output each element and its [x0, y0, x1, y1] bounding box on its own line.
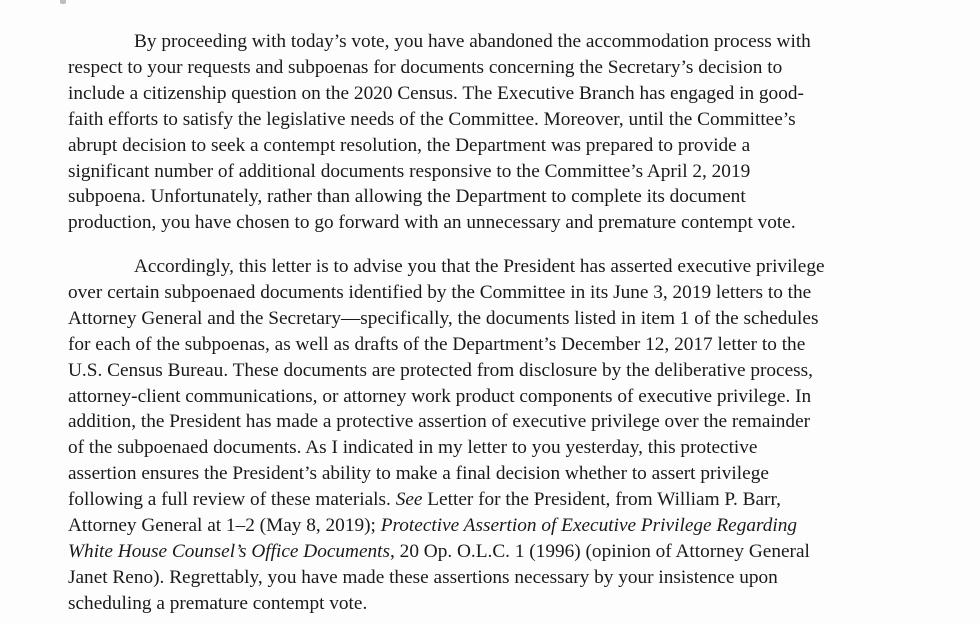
- paragraph-line: [68, 539, 928, 565]
- paragraph-line: By proceeding with today’s vote, you have abandoned the accommodation process with: [134, 31, 811, 52]
- paragraph-line: Attorney General and the Secretary—specifically, the documents listed in item 1 of the schedules: [68, 307, 819, 329]
- page-top-mark: [60, 0, 66, 4]
- citation-title: White House Counsel’s Office Documents: [68, 540, 391, 562]
- paragraph-line: assertion ensures the President’s ability to make a final decision whether to assert privilege: [68, 463, 769, 485]
- citation-see: See: [395, 489, 423, 511]
- paragraph-line: [68, 513, 928, 539]
- paragraph-line: Janet Reno). Regrettably, you have made these assertions necessary by your insistence upon: [68, 566, 778, 588]
- paragraph-executive-privilege: [68, 254, 928, 617]
- citation-title: Protective Assertion of Executive Privilege Regarding: [380, 515, 798, 537]
- paragraph-line: abrupt decision to seek a contempt resolution, the Department was prepared to provide a: [68, 134, 751, 156]
- paragraph-line: significant number of additional documents responsive to the Committee’s April 2, 2019: [68, 160, 751, 182]
- line-text: following a full review of these materials.: [68, 489, 396, 511]
- paragraph-line: scheduling a premature contempt vote.: [68, 592, 368, 614]
- line-text: Letter for the President, from William P. Barr,: [422, 489, 781, 511]
- paragraph-line: Accordingly, this letter is to advise you that the President has asserted executive privilege: [134, 256, 825, 277]
- paragraph-line: for each of the subpoenas, as well as drafts of the Department’s December 12, 2017 letter to the: [68, 333, 806, 355]
- paragraph-vote-abandoned: [68, 29, 928, 236]
- paragraph-line: attorney-client communications, or attorney work product components of executive privilege. In: [68, 385, 812, 407]
- paragraph-line: include a citizenship question on the 2020 Census. The Executive Branch has engaged in good-: [68, 82, 804, 104]
- paragraph-line: over certain subpoenaed documents identified by the Committee in its June 3, 2019 letters to the: [68, 281, 812, 303]
- paragraph-line: of the subpoenaed documents. As I indicated in my letter to you yesterday, this protective: [68, 437, 758, 459]
- paragraph-line: faith efforts to satisfy the legislative needs of the Committee. Moreover, until the Committee’s: [68, 108, 796, 130]
- paragraph-line: U.S. Census Bureau. These documents are protected from disclosure by the deliberative process,: [68, 359, 813, 381]
- paragraph-line: subpoena. Unfortunately, rather than allowing the Department to complete its document: [68, 186, 746, 208]
- paragraph-line: [68, 487, 928, 513]
- line-text: Attorney General at 1–2 (May 8, 2019);: [68, 515, 381, 537]
- paragraph-line: respect to your requests and subpoenas for documents concerning the Secretary’s decision to: [68, 56, 783, 78]
- line-text: , 20 Op. O.L.C. 1 (1996) (opinion of Attorney General: [390, 540, 810, 562]
- paragraph-line: addition, the President has made a protective assertion of executive privilege over the remainder: [68, 411, 811, 433]
- paragraph-line: production, you have chosen to go forward with an unnecessary and premature contempt vote.: [68, 212, 796, 234]
